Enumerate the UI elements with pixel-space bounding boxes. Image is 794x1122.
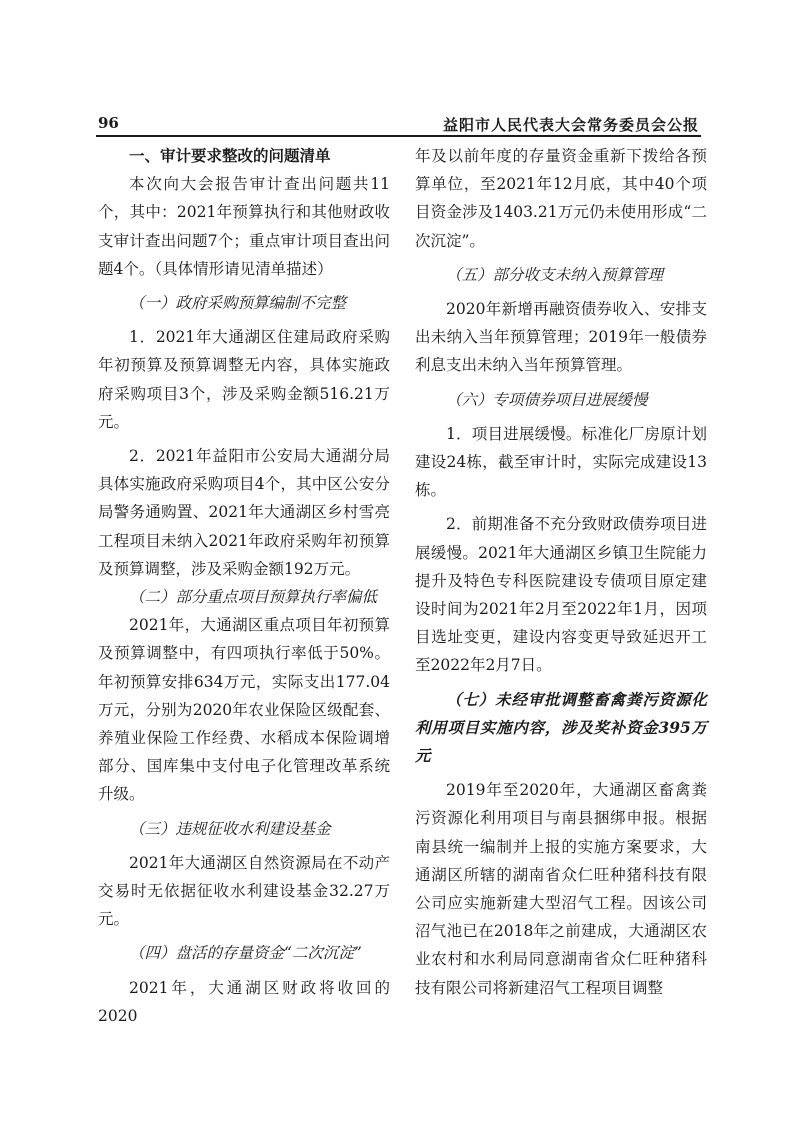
paragraph-4-continued: 年及以前年度的存量资金重新下拨给各预算单位，至2021年12月底，其中40个项目资金涉及1403.21万元仍未使用形成“二次沉淀”。 <box>415 147 707 250</box>
subheading-4: （四）盘活的存量资金“二次沉淀” <box>129 944 362 963</box>
paragraph-1-1: 1．2021年大通湖区住建局政府采购年初预算及预算调整无内容，具体实施政府采购项目3个，涉及采购金额516.21万元。 <box>98 328 390 431</box>
section-heading: 一、审计要求整改的问题清单 <box>129 146 331 165</box>
publication-title: 益阳市人民代表大会常务委员会公报 <box>442 116 699 134</box>
subheading-7: （七）未经审批调整畜禽粪污资源化利用项目实施内容，涉及奖补资金395万元 <box>415 689 707 766</box>
intro-paragraph: 本次向大会报告审计查出问题共11个，其中：2021年预算执行和其他财政收支审计查出问题7个；重点审计项目查出问题4个。（具体情形请见清单描述） <box>98 175 390 278</box>
paragraph-2: 2021年，大通湖区重点项目年初预算及预算调整中，有四项执行率低于50%。年初预算安排634万元，实际支出177.04万元，分别为2020年农业保险区级配套、养殖业保险工作经费、水稻成本保险调增部分、国库集中支付电子化管理改革系统升级。 <box>98 616 390 804</box>
right-column <box>415 142 707 1002</box>
subheading-2: （二）部分重点项目预算执行率偏低 <box>129 588 378 607</box>
paragraph-5: 2020年新增再融资债券收入、安排支出未纳入当年预算管理；2019年一般债券利息支出未纳入当年预算管理。 <box>415 300 707 375</box>
subheading-6: （六）专项债券项目进展缓慢 <box>446 390 648 409</box>
paragraph-6-2: 2．前期准备不充分致财政债券项目进展缓慢。2021年大通湖区乡镇卫生院能力提升及特色专科医院建设专债项目原定建设时间为2021年2月至2022年1月，因项目选址变更，建设内容变更导致延迟开工至2022年2月7日。 <box>415 515 707 675</box>
paragraph-1-2: 2．2021年益阳市公安局大通湖分局具体实施政府采购项目4个，其中区公安分局警务通购置、2021年大通湖区乡村雪亮工程项目未纳入2021年政府采购年初预算及预算调整，涉及采购金额192万元。 <box>98 447 390 578</box>
header-rule <box>96 135 701 137</box>
paragraph-3: 2021年大通湖区自然资源局在不动产交易时无依据征收水利建设基金32.27万元。 <box>98 853 390 929</box>
page-number: 96 <box>98 114 119 132</box>
paragraph-7: 2019年至2020年，大通湖区畜禽粪污资源化利用项目与南县捆绑申报。根据南县统一编制并上报的实施方案要求，大通湖区所辖的湖南省众仁旺种猪科技有限公司应实施新建大型沼气工程。因该公司沼气池已在2018年之前建成，大通湖区农业农村和水利局同意湖南省众仁旺种猪科技有限公司将新建沼气工程项目调整 <box>415 781 707 997</box>
paragraph-4-start: 2021年，大通湖区财政将收回的2020 <box>98 978 390 1025</box>
left-column <box>98 142 390 1030</box>
paragraph-6-1: 1．项目进展缓慢。标准化厂房原计划建设24栋，截至审计时，实际完成建设13栋。 <box>415 424 707 500</box>
subheading-1: （一）政府采购预算编制不完整 <box>129 294 347 313</box>
subheading-5: （五）部分收支未纳入预算管理 <box>446 265 664 284</box>
subheading-3: （三）违规征收水利建设基金 <box>129 819 331 838</box>
